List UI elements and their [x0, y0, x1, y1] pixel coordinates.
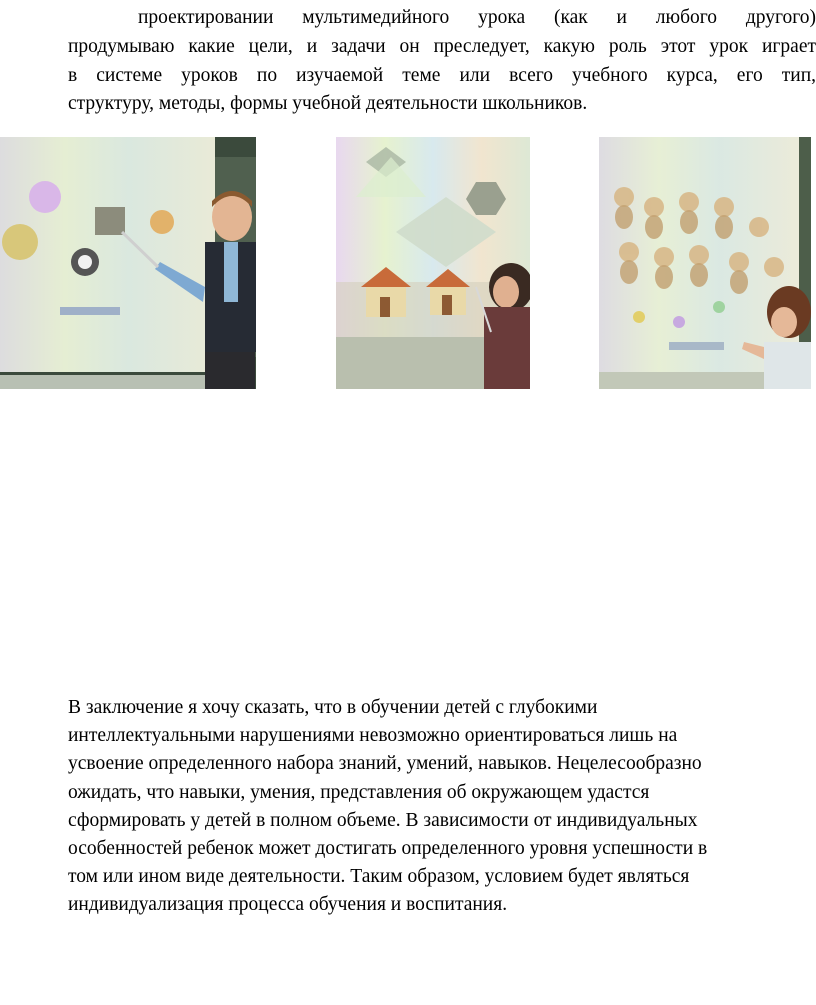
paragraph-line: ожидать, что навыки, умения, представления об окружающем удастся: [68, 781, 650, 803]
photo-boy-whiteboard: [0, 137, 256, 389]
top-paragraph: [68, 4, 816, 119]
photo-girl-whiteboard-houses: [336, 137, 530, 389]
paragraph-line: усвоение определенного набора знаний, умений, навыков. Нецелесообразно: [68, 753, 702, 775]
paragraph-line: структуру, методы, формы учебной деятельности школьников.: [68, 93, 588, 115]
photo-girl-whiteboard-bears-image: [599, 137, 811, 389]
paragraph-line: интеллектуальными нарушениями невозможно ориентироваться лишь на: [68, 725, 678, 747]
paragraph-line: В заключение я хочу сказать, что в обучении детей с глубокими: [68, 697, 598, 718]
photo-girl-whiteboard-houses-image: [336, 137, 530, 389]
paragraph-line: индивидуализация процесса обучения и воспитания.: [68, 894, 508, 916]
photo-girl-whiteboard-bears: [599, 137, 811, 389]
paragraph-line: проектировании мультимедийного урока (как и любого другого): [138, 7, 816, 28]
paragraph-line: особенностей ребенок может достигать определенного уровня успешности в: [68, 838, 708, 860]
paragraph-line: в системе уроков по изучаемой теме или всего учебного курса, его тип,: [68, 64, 816, 86]
paragraph-line: продумываю какие цели, и задачи он преследует, какую роль этот урок играет: [68, 35, 816, 57]
paragraph-line: сформировать у детей в полном объеме. В зависимости от индивидуальных: [68, 809, 698, 831]
photo-boy-whiteboard-image: [0, 137, 256, 389]
paragraph-line: том или ином виде деятельности. Таким образом, условием будет являться: [68, 866, 690, 888]
bottom-paragraph: [68, 694, 816, 920]
